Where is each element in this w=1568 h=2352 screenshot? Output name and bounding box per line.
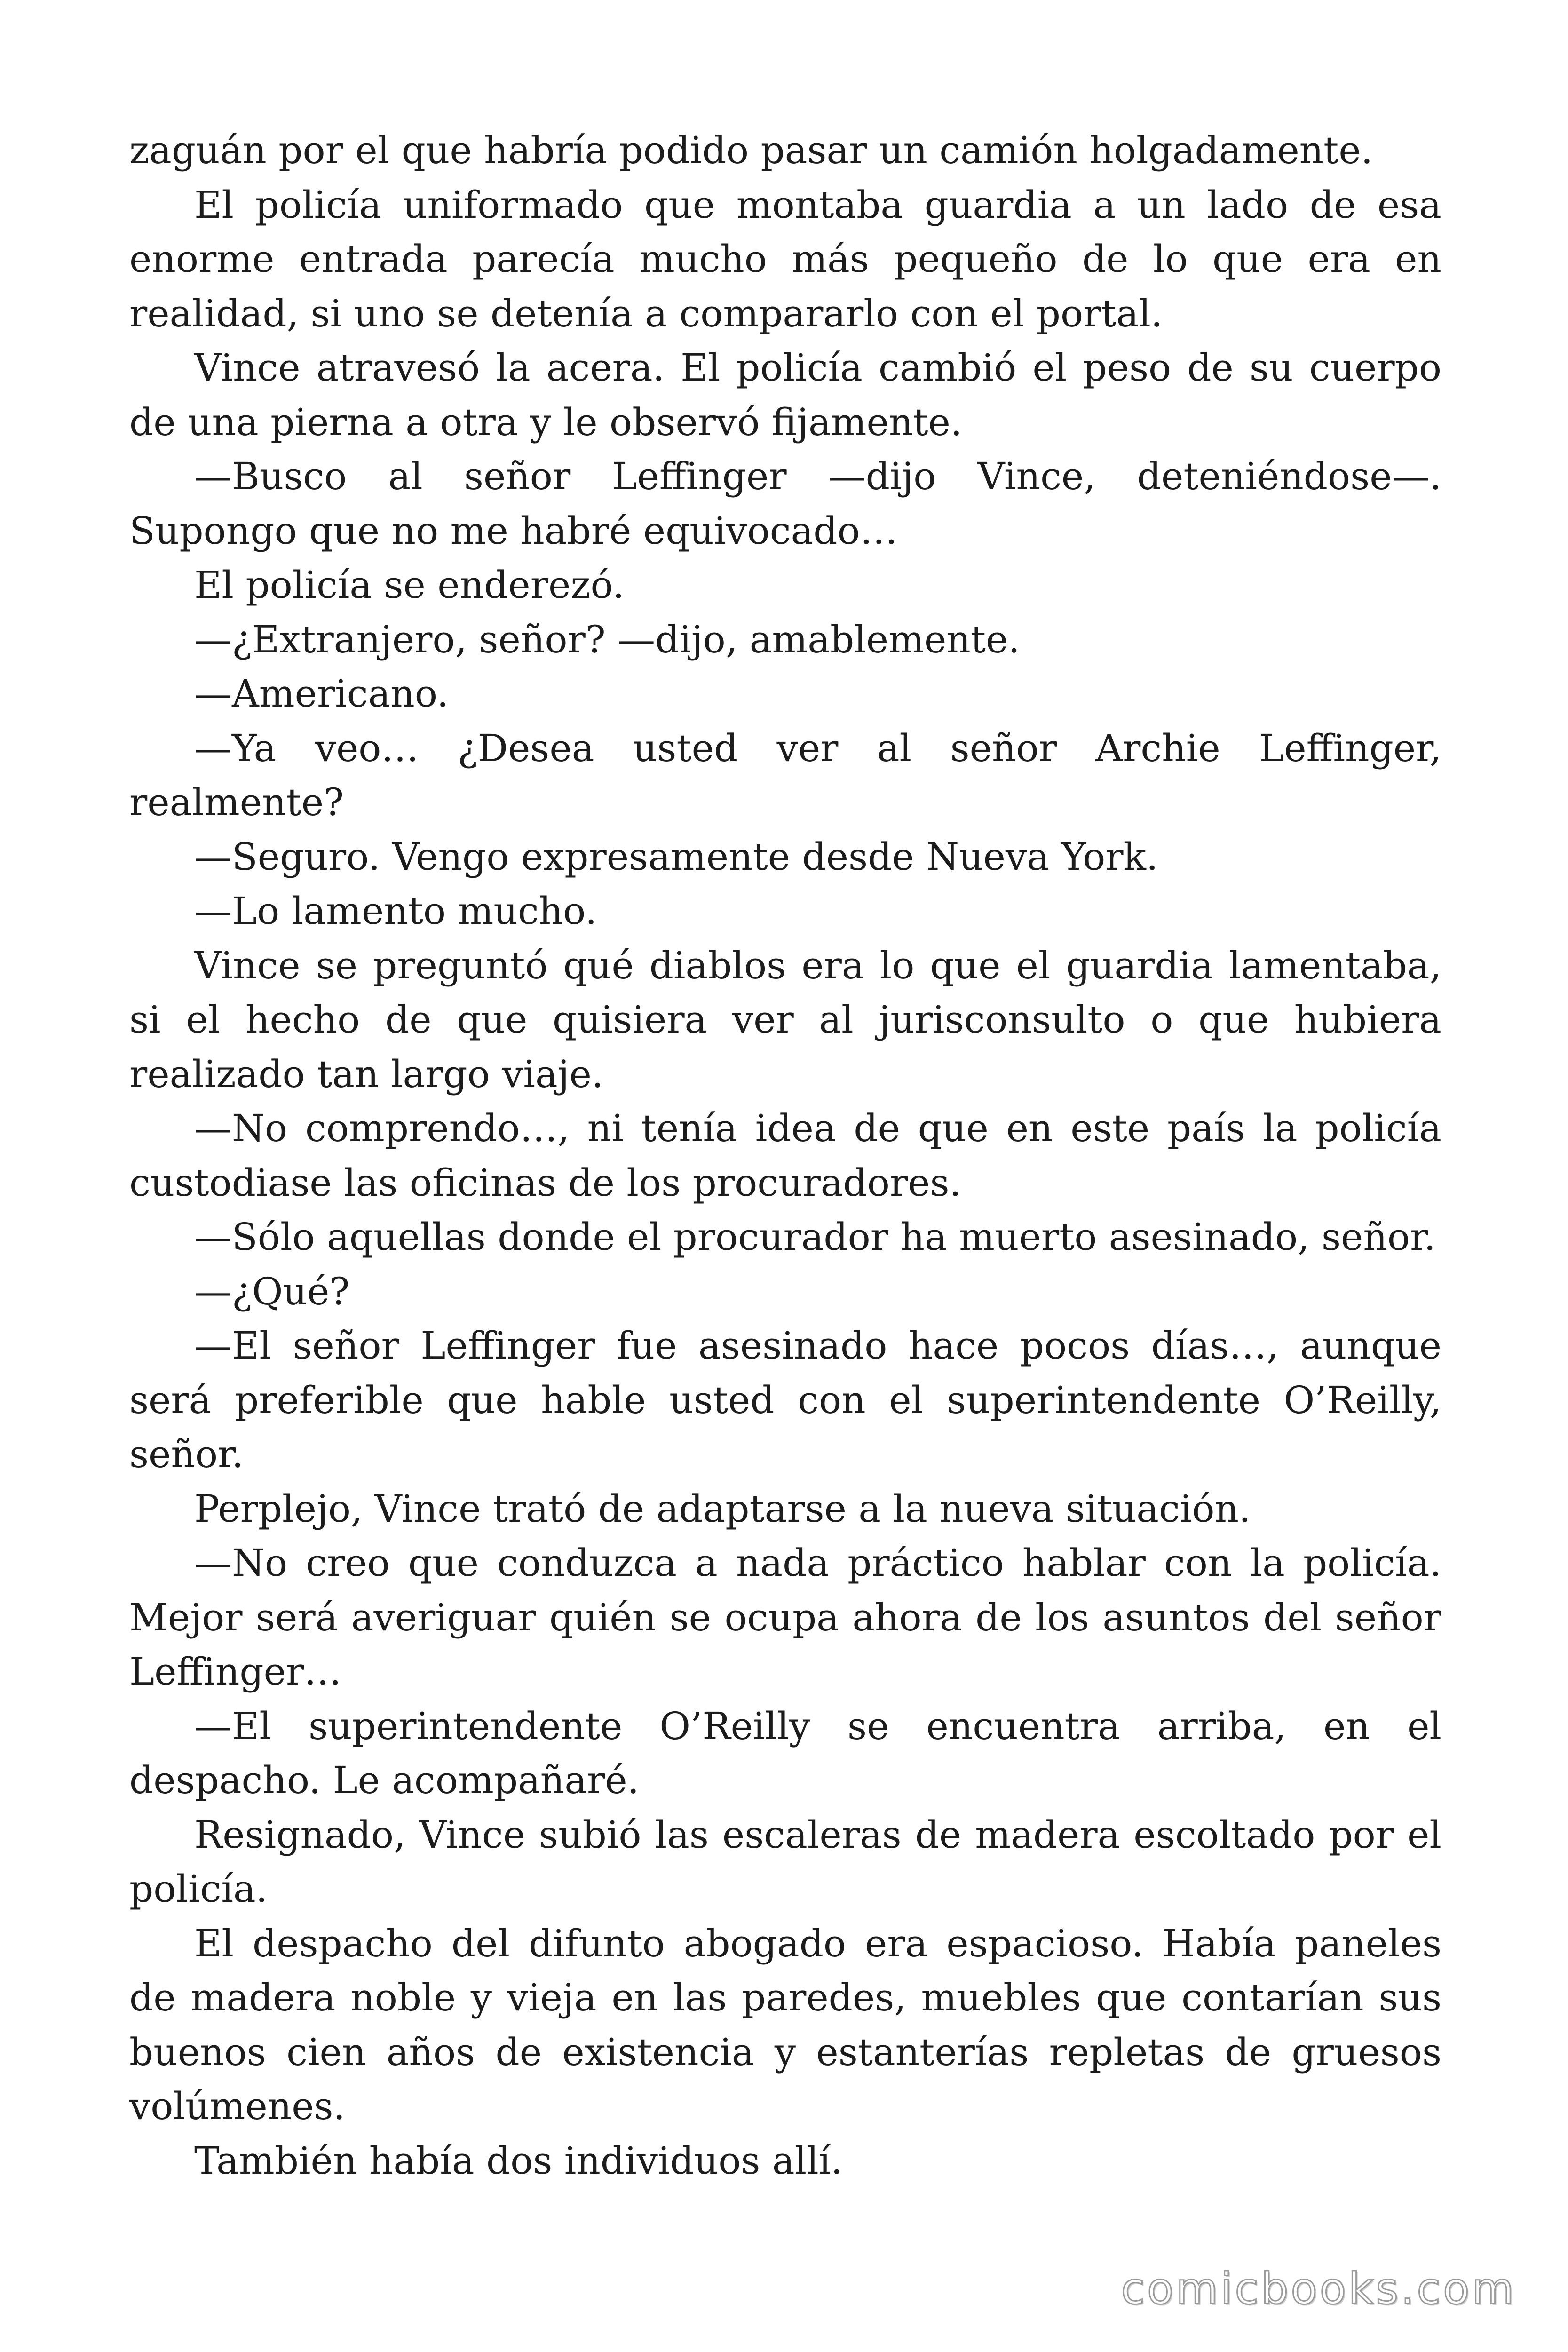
paragraph: —Ya veo… ¿Desea usted ver al señor Archie Leffinger, realmente? [129, 726, 1441, 824]
paragraph: El policía se enderezó. [194, 563, 625, 607]
paragraph: También había dos individuos allí. [194, 2138, 843, 2183]
paragraph: —El superintendente O’Reilly se encuentra arriba, en el despacho. Le acompañaré. [129, 1704, 1441, 1802]
paragraph: —Seguro. Vengo expresamente desde Nueva York. [194, 834, 1158, 879]
paragraph: —No creo que conduzca a nada práctico hablar con la policía. Mejor será averiguar quién se ocupa ahora de los asuntos del señor Leffinger… [129, 1541, 1441, 1693]
paragraph: El despacho del difunto abogado era espacioso. Había paneles de madera noble y vieja en las paredes, muebles que contarían sus buenos cien años de existencia y estanterías repletas de gruesos volúmenes. [129, 1921, 1441, 2128]
paragraph: Perplejo, Vince trató de adaptarse a la nueva situación. [194, 1486, 1251, 1531]
paragraph: —¿Extranjero, señor? —dijo, amablemente. [194, 617, 1020, 661]
paragraph: —Busco al señor Leffinger —dijo Vince, deteniéndose—. Supongo que no me habré equivocado… [129, 454, 1441, 553]
paragraph: El policía uniformado que montaba guardia a un lado de esa enorme entrada parecía mucho más pequeño de lo que era en realidad, si uno se detenía a compararlo con el portal. [129, 183, 1441, 335]
paragraph: Vince se preguntó qué diablos era lo que el guardia lamentaba, si el hecho de que quisiera ver al jurisconsulto o que hubiera realizado tan largo viaje. [129, 943, 1441, 1096]
paragraph: —Americano. [194, 672, 449, 715]
paragraph: —No comprendo…, ni tenía idea de que en este país la policía custodiase las oficinas de los procuradores. [129, 1106, 1441, 1205]
paragraph: —Lo lamento mucho. [194, 889, 597, 933]
paragraph: —¿Qué? [194, 1269, 350, 1313]
paragraph: —El señor Leffinger fue asesinado hace pocos días…, aunque será preferible que hable usted con el superintendente O’Reilly, señor. [129, 1324, 1441, 1476]
paragraph: Resignado, Vince subió las escaleras de madera escoltado por el policía. [129, 1812, 1441, 1911]
paragraph: zaguán por el que habría podido pasar un camión holgadamente. [129, 128, 1373, 172]
paragraph: —Sólo aquellas donde el procurador ha muerto asesinado, señor. [194, 1215, 1436, 1259]
body-text [129, 123, 1441, 2188]
paragraph: Vince atravesó la acera. El policía cambió el peso de su cuerpo de una pierna a otra y le observó fijamente. [129, 346, 1441, 444]
watermark: comicbooks.com [1121, 2264, 1516, 2314]
